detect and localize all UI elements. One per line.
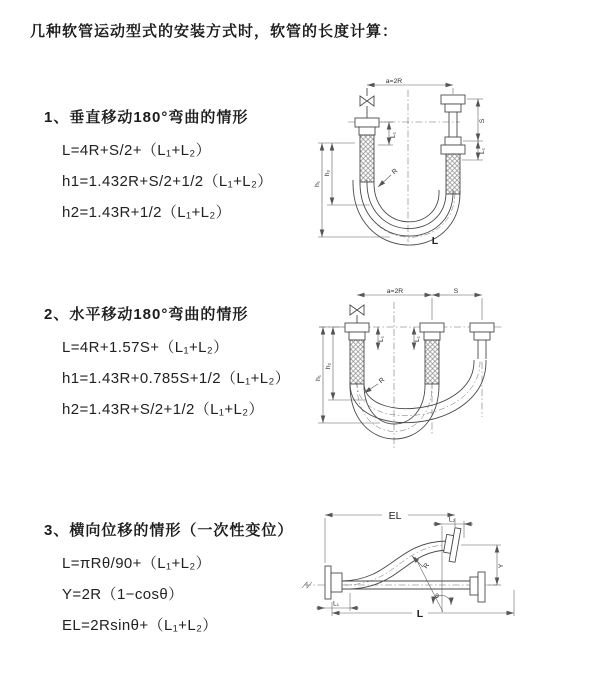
dim-label-l2: L₂ bbox=[448, 516, 456, 524]
hose-u-curves bbox=[353, 180, 460, 245]
radius-callout bbox=[378, 168, 399, 187]
formula-h1: h1=1.43R+0.785S+1/2（L₁+L₂） bbox=[62, 370, 291, 387]
formula-h1: h1=1.432R+S/2+1/2（L₁+L₂） bbox=[62, 173, 273, 190]
section-3-heading: 3、横向位移的情形（一次性变位） bbox=[44, 522, 294, 539]
dim-l-total bbox=[332, 590, 514, 620]
dim-label-a2r: a=2R bbox=[386, 288, 404, 295]
left-fitting bbox=[345, 323, 369, 384]
dim-h1-h2 bbox=[314, 143, 390, 237]
dim-el bbox=[325, 510, 455, 563]
diagram-lateral-displacement bbox=[300, 500, 530, 635]
dim-label-y: Y bbox=[498, 563, 505, 569]
left-flange bbox=[325, 566, 342, 599]
dim-label-l1: L₁ bbox=[332, 600, 340, 608]
radius-callout bbox=[412, 556, 443, 612]
dim-l1-left bbox=[378, 122, 397, 145]
formula-h2: h2=1.43R+1/2（L₁+L₂） bbox=[62, 204, 232, 221]
dim-l1 bbox=[316, 593, 359, 611]
section-2-heading: 2、水平移动180°弯曲的情形 bbox=[44, 306, 249, 323]
dim-label-l1-right: L₁ bbox=[479, 147, 486, 155]
left-fitting bbox=[355, 118, 379, 182]
dim-label-el: EL bbox=[388, 510, 402, 522]
dim-label-h2: h₂ bbox=[324, 169, 331, 177]
dim-label-s: S bbox=[479, 118, 486, 124]
dim-label-h1: h₁ bbox=[314, 180, 321, 188]
formula-y: Y=2R（1−cosθ） bbox=[62, 586, 184, 603]
dim-label-a2r: a=2R bbox=[385, 78, 403, 85]
diagram-vertical-180-bend bbox=[308, 72, 508, 257]
dim-a2r-s bbox=[357, 288, 482, 320]
formula-h2: h2=1.43R+S/2+1/2（L₁+L₂） bbox=[62, 401, 264, 418]
dim-label-h2: h₂ bbox=[325, 362, 332, 370]
dim-l2 bbox=[433, 517, 473, 613]
page-title: 几种软管运动型式的安装方式时，软管的长度计算： bbox=[30, 23, 399, 40]
dim-label-r: R bbox=[390, 167, 400, 177]
valve-icon bbox=[350, 305, 364, 323]
right-fitting bbox=[470, 323, 494, 359]
formula-length: L=4R+1.57S+（L₁+L₂） bbox=[62, 339, 229, 356]
dim-l1-left bbox=[378, 327, 385, 350]
dim-label-l: L bbox=[416, 608, 424, 620]
dim-label-l1-mid: L₁ bbox=[414, 335, 421, 343]
upper-right-flange bbox=[442, 527, 461, 563]
diagram-horizontal-180-bend bbox=[310, 282, 510, 457]
dim-label-r: R bbox=[377, 376, 387, 386]
section-vertical-movement bbox=[44, 106, 273, 232]
dim-label-l1-left: L₁ bbox=[378, 335, 385, 343]
formula-length: L=πRθ/90+（L₁+L₂） bbox=[62, 555, 211, 572]
dim-label-l-total: L bbox=[431, 235, 439, 247]
section-lateral-displacement bbox=[44, 519, 293, 645]
dim-label-h1: h₁ bbox=[315, 374, 322, 382]
s-curve-hose bbox=[342, 541, 448, 589]
middle-fitting bbox=[420, 323, 444, 384]
section-1-heading: 1、垂直移动180°弯曲的情形 bbox=[44, 109, 249, 126]
dim-label-s: S bbox=[453, 288, 459, 295]
dim-label-r: R bbox=[422, 562, 432, 571]
hose-u-curves bbox=[350, 360, 486, 439]
right-fitting bbox=[441, 95, 465, 194]
dim-a2r bbox=[367, 78, 453, 94]
dim-s-right bbox=[462, 99, 486, 160]
section-horizontal-movement bbox=[44, 303, 290, 429]
formula-el: EL=2Rsinθ+（L₁+L₂） bbox=[62, 617, 218, 634]
radius-callout bbox=[364, 377, 386, 393]
dim-label-theta: θ bbox=[435, 593, 439, 600]
formula-length: L=4R+S/2+（L₁+L₂） bbox=[62, 142, 212, 159]
dim-label-l1-left: L₁ bbox=[390, 131, 397, 139]
valve-icon bbox=[360, 88, 374, 118]
lower-right-flange bbox=[470, 572, 485, 602]
dim-h1-h2 bbox=[315, 327, 380, 423]
